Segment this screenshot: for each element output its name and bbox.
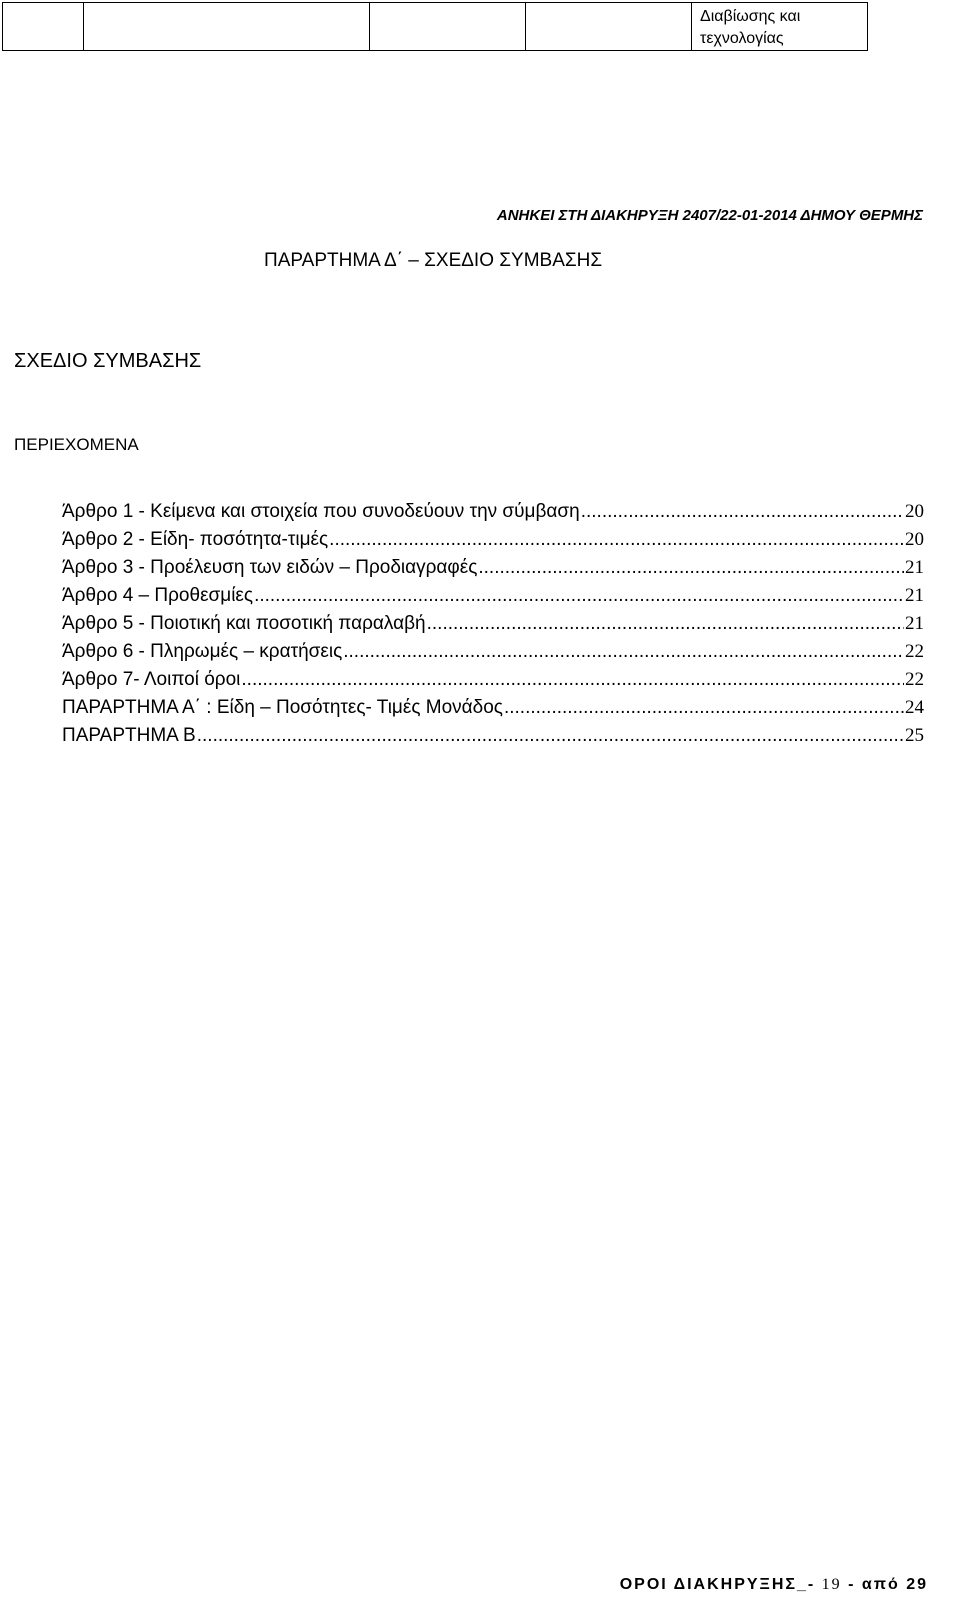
toc-entry-page-number: 20: [905, 501, 924, 522]
toc-entry-page-number: 21: [905, 613, 924, 634]
toc-entry[interactable]: [62, 582, 924, 610]
footer-label: ΟΡΟΙ ΔΙΑΚΗΡΥΞΗΣ_-: [619, 1576, 822, 1593]
toc-entry-label: Άρθρο 2 - Είδη- ποσότητα-τιμές: [62, 529, 329, 550]
header-table: [2, 2, 868, 51]
toc-dot-leader: [478, 554, 904, 582]
toc-entry-page-number: 20: [905, 529, 924, 550]
toc-entry[interactable]: [62, 666, 924, 694]
header-cell-blank-3: [370, 3, 526, 51]
page-footer: [620, 1576, 928, 1594]
toc-entry[interactable]: [62, 638, 924, 666]
toc-dot-leader: [343, 638, 904, 666]
toc-entry-label: ΠΑΡΑΡΤΗΜΑ Α΄ : Είδη – Ποσότητες- Τιμές Μονάδος: [62, 697, 503, 718]
toc-dot-leader: [581, 498, 904, 526]
footer-page-number: 19: [821, 1576, 842, 1593]
toc-entry-label: Άρθρο 5 - Ποιοτική και ποσοτική παραλαβή: [62, 613, 426, 634]
toc-entry-page-number: 25: [905, 725, 924, 746]
toc-entry-label: Άρθρο 6 - Πληρωμές – κρατήσεις: [62, 641, 343, 662]
contract-title: ΣΧΕΔΙΟ ΣΥΜΒΑΣΗΣ: [14, 350, 202, 372]
toc-entry-label: Άρθρο 3 - Προέλευση των ειδών – Προδιαγραφές: [62, 557, 478, 578]
header-cell-blank-1: [3, 3, 84, 51]
table-of-contents: [62, 498, 924, 750]
toc-dot-leader: [254, 582, 904, 610]
toc-dot-leader: [197, 722, 904, 750]
toc-entry-label: Άρθρο 1 - Κείμενα και στοιχεία που συνοδεύουν την σύμβαση: [62, 501, 580, 522]
header-cell-blank-2: [84, 3, 370, 51]
department-name: [692, 3, 867, 50]
toc-entry-label: Άρθρο 4 – Προθεσμίες: [62, 585, 254, 606]
toc-entry[interactable]: [62, 554, 924, 582]
footer-total: - από 29: [841, 1576, 928, 1593]
toc-entry-page-number: 24: [905, 697, 924, 718]
toc-entry-page-number: 22: [905, 669, 924, 690]
toc-dot-leader: [329, 526, 904, 554]
toc-entry-page-number: 21: [905, 585, 924, 606]
toc-entry[interactable]: [62, 722, 924, 750]
toc-entry[interactable]: [62, 498, 924, 526]
toc-entry[interactable]: [62, 694, 924, 722]
toc-entry-page-number: 22: [905, 641, 924, 662]
toc-entry-label: Άρθρο 7- Λοιποί όροι: [62, 669, 241, 690]
contents-heading: ΠΕΡΙΕΧΟΜΕΝΑ: [14, 435, 139, 454]
toc-entry-page-number: 21: [905, 557, 924, 578]
toc-entry[interactable]: [62, 526, 924, 554]
toc-dot-leader: [241, 666, 904, 694]
toc-entry-label: ΠΑΡΑΡΤΗΜΑ Β: [62, 725, 196, 746]
toc-entry[interactable]: [62, 610, 924, 638]
header-cell-blank-4: [526, 3, 692, 51]
department-line-2: τεχνολογίας: [700, 30, 784, 47]
header-cell-department: [692, 3, 868, 51]
toc-dot-leader: [504, 694, 904, 722]
document-reference: ΑΝΗΚΕΙ ΣΤΗ ΔΙΑΚΗΡΥΞΗ 2407/22-01-2014 ΔΗΜΟΥ ΘΕΡΜΗΣ: [496, 207, 923, 224]
department-line-1: Διαβίωσης και: [700, 8, 801, 25]
toc-dot-leader: [427, 610, 904, 638]
annex-title: ΠΑΡΑΡΤΗΜΑ Δ΄ – ΣΧΕΔΙΟ ΣΥΜΒΑΣΗΣ: [264, 250, 603, 271]
